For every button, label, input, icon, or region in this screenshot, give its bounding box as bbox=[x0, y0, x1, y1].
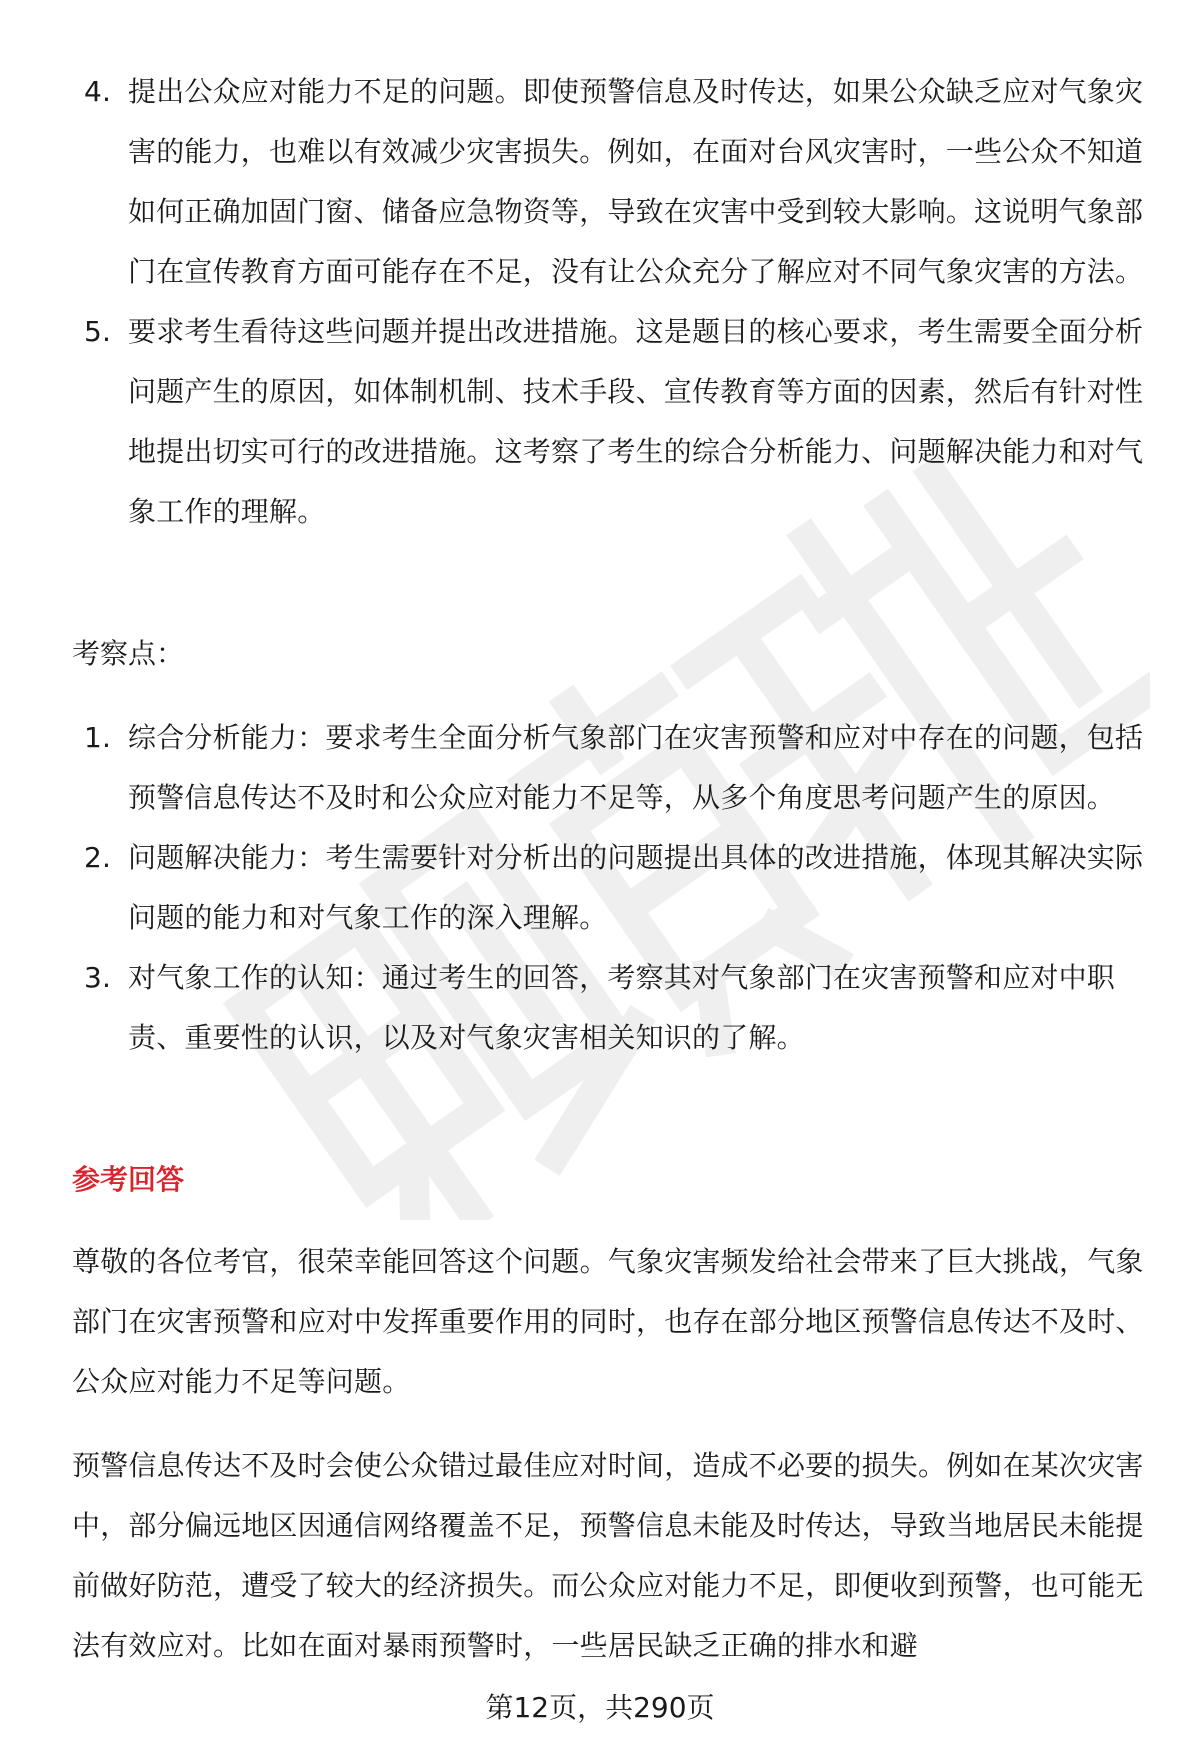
list-item-number: 3. bbox=[84, 961, 112, 994]
list-item bbox=[72, 62, 1148, 302]
section-heading-reference: 参考回答 bbox=[72, 1163, 185, 1196]
list-item-text: 对气象工作的认知：通过考生的回答，考察其对气象部门在灾害预警和应对中职责、重要性的认识，以及对气象灾害相关知识的了解。 bbox=[128, 961, 1116, 1054]
answer-paragraph: 尊敬的各位考官，很荣幸能回答这个问题。气象灾害频发给社会带来了巨大挑战，气象部门在灾害预警和应对中发挥重要作用的同时，也存在部分地区预警信息传达不及时、公众应对能力不足等问题。 bbox=[72, 1245, 1144, 1398]
numbered-list-top bbox=[72, 62, 1148, 542]
list-item-text: 综合分析能力：要求考生全面分析气象部门在灾害预警和应对中存在的问题，包括预警信息传达不及时和公众应对能力不足等，从多个角度思考问题产生的原因。 bbox=[128, 721, 1144, 814]
list-item bbox=[72, 708, 1148, 828]
numbered-list-kaocha bbox=[72, 708, 1148, 1068]
list-item-text: 提出公众应对能力不足的问题。即使预警信息及时传达，如果公众缺乏应对气象灾害的能力，也难以有效减少灾害损失。例如，在面对台风灾害时，一些公众不知道如何正确加固门窗、储备应急物资等，导致在灾害中受到较大影响。这说明气象部门在宣传教育方面可能存在不足，没有让公众充分了解应对不同气象灾害的方法。 bbox=[128, 75, 1144, 288]
page-footer: 第12页，共290页 bbox=[485, 1691, 715, 1724]
list-item-text: 问题解决能力：考生需要针对分析出的问题提出具体的改进措施，体现其解决实际问题的能力和对气象工作的深入理解。 bbox=[128, 841, 1144, 934]
list-item bbox=[72, 948, 1148, 1068]
answer-paragraph: 预警信息传达不及时会使公众错过最佳应对时间，造成不必要的损失。例如在某次灾害中，部分偏远地区因通信网络覆盖不足，预警信息未能及时传达，导致当地居民未能提前做好防范，遭受了较大的经济损失。而公众应对能力不足，即便收到预警，也可能无法有效应对。比如在面对暴雨预警时，一些居民缺乏正确的排水和避 bbox=[72, 1449, 1144, 1662]
list-item-text: 要求考生看待这些问题并提出改进措施。这是题目的核心要求，考生需要全面分析问题产生的原因，如体制机制、技术手段、宣传教育等方面的因素，然后有针对性地提出切实可行的改进措施。这考察了考生的综合分析能力、问题解决能力和对气象工作的理解。 bbox=[128, 315, 1144, 528]
section-heading-kaocha: 考察点： bbox=[72, 637, 185, 670]
list-item bbox=[72, 828, 1148, 948]
list-item bbox=[72, 302, 1148, 542]
list-item-number: 5. bbox=[84, 315, 112, 348]
list-item-number: 4. bbox=[84, 75, 112, 108]
list-item-number: 1. bbox=[84, 721, 112, 754]
list-item-number: 2. bbox=[84, 841, 112, 874]
